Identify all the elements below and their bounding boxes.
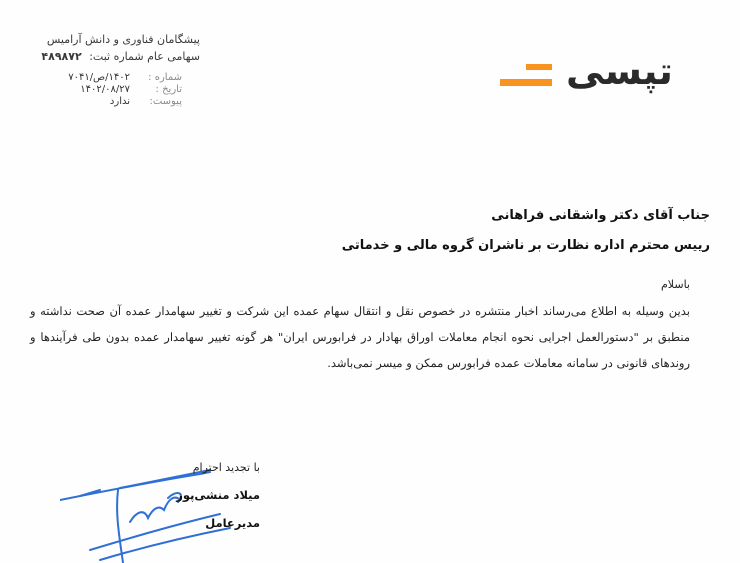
closing-block xyxy=(150,460,260,530)
greeting: باسلام xyxy=(660,278,690,291)
recipient-title: رییس محترم اداره نظارت بر ناشران گروه مالی و خدماتی xyxy=(341,238,710,253)
signer-name: میلاد منشی‌پور xyxy=(176,488,260,502)
number-value: ۱۴۰۲/ص/۷۰۴۱ xyxy=(68,72,130,83)
registration-number: ۴۸۹۸۷۲ xyxy=(41,50,82,63)
date-label: تاریخ : xyxy=(155,84,182,95)
recipient-name: جناب آقای دکتر واشقانی فراهانی xyxy=(491,208,710,223)
logo-text: تپسی xyxy=(566,49,673,93)
company-name: پیشگامان فناوری و دانش آرامیس xyxy=(46,33,200,46)
number-label: شماره : xyxy=(148,72,182,83)
meta-attachment-row xyxy=(52,96,182,108)
date-value: ۱۴۰۲/۰۸/۲۷ xyxy=(80,84,130,95)
meta-date-row xyxy=(52,84,182,96)
logo-bar-top-icon xyxy=(526,64,552,70)
attachment-value: ندارد xyxy=(109,96,130,107)
registration-label: سهامی عام شماره ثبت: xyxy=(89,50,200,63)
signer-title: مدیرعامل xyxy=(205,516,260,530)
meta-number-row xyxy=(52,72,182,84)
letter-body: بدین وسیله به اطلاع می‌رساند اخبار منتشره در خصوص نقل و انتقال سهام عمده این شرکت و تغییر سهامدار عمده آن صحت نداشته و منطبق بر "دستورالعمل اجرایی نحوه انجام معاملات اوراق بهادار در فرابورس ایران" هر گونه تغییر سهامدار عمده بدون طی فرآیندها و روندهای قانونی در سامانه معاملات عمده فرابورس ممکن و میسر نمی‌باشد. xyxy=(30,304,690,370)
letter-meta xyxy=(52,72,182,108)
company-registration xyxy=(40,48,200,65)
logo-bar-bottom-icon xyxy=(500,79,552,86)
recipient-block xyxy=(342,205,710,257)
closing-regards: با تجدید احترام xyxy=(192,461,260,474)
tapsi-logo xyxy=(500,49,700,95)
attachment-label: پیوست: xyxy=(149,96,182,107)
company-info xyxy=(40,32,200,65)
